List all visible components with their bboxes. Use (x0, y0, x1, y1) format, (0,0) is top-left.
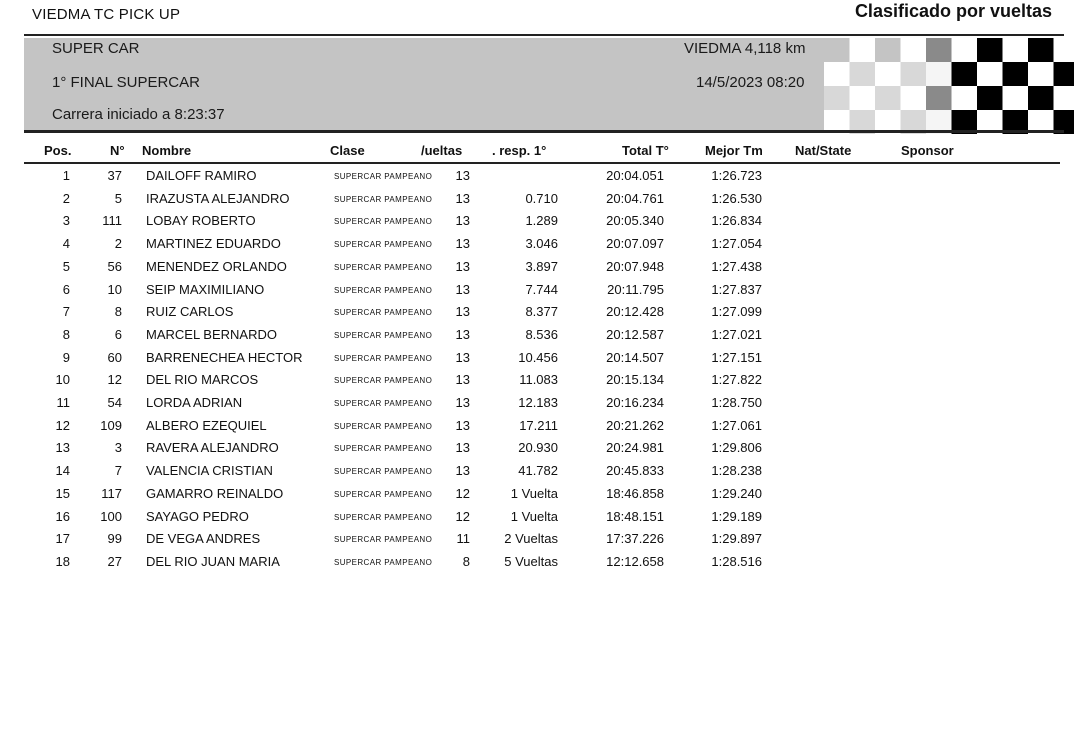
cell-class: SUPERCAR PAMPEANO (334, 376, 433, 386)
flag-square (824, 62, 850, 86)
flag-square (1054, 38, 1074, 62)
cell-best-lap: 1:26.530 (711, 190, 762, 206)
table-row (0, 531, 1074, 553)
cell-class: SUPERCAR PAMPEANO (334, 535, 433, 545)
table-row (0, 304, 1074, 326)
cell-total-time: 20:11.795 (607, 281, 664, 297)
cell-position: 15 (55, 485, 70, 501)
cell-gap-to-leader: 8.536 (525, 326, 558, 342)
table-row (0, 486, 1074, 508)
cell-gap-to-leader: 3.046 (525, 236, 558, 252)
cell-total-time: 18:46.858 (606, 485, 664, 501)
table-row (0, 259, 1074, 281)
col-laps: /ueltas (421, 143, 463, 158)
cell-car-number: 37 (107, 168, 122, 183)
cell-gap-to-leader: 5 Vueltas (504, 553, 558, 569)
flag-square (875, 62, 901, 86)
flag-square (1054, 62, 1074, 86)
table-row (0, 418, 1074, 440)
cell-position: 17 (55, 531, 70, 547)
cell-gap-to-leader: 7.744 (525, 281, 558, 297)
cell-driver-name: VALENCIA CRISTIAN (146, 463, 273, 479)
cell-best-lap: 1:28.516 (711, 553, 762, 569)
cell-class: SUPERCAR PAMPEANO (334, 421, 433, 431)
flag-square (824, 86, 850, 110)
flag-square (1028, 38, 1054, 62)
cell-position: 9 (62, 349, 70, 365)
flag-square (952, 86, 978, 110)
cell-laps: 13 (455, 258, 470, 274)
cell-driver-name: DEL RIO MARCOS (146, 372, 259, 388)
flag-square (901, 38, 927, 62)
cell-gap-to-leader: 20.930 (518, 440, 558, 456)
track-label: VIEDMA 4,118 km (684, 40, 806, 57)
cell-driver-name: RUIZ CARLOS (146, 304, 234, 320)
cell-class: SUPERCAR PAMPEANO (334, 194, 433, 204)
cell-gap-to-leader: 3.897 (525, 258, 558, 274)
flag-square (1003, 86, 1029, 110)
cell-car-number: 6 (114, 326, 122, 342)
cell-driver-name: BARRENECHEA HECTOR (146, 349, 303, 365)
table-row (0, 350, 1074, 372)
cell-class: SUPERCAR PAMPEANO (334, 353, 433, 363)
cell-class: SUPERCAR PAMPEANO (334, 467, 433, 477)
checkered-flag-icon (824, 38, 1064, 130)
cell-car-number: 117 (101, 485, 122, 501)
cell-car-number: 8 (114, 304, 122, 320)
cell-class: SUPERCAR PAMPEANO (334, 262, 433, 272)
col-sponsor: Sponsor (901, 143, 954, 158)
cell-best-lap: 1:28.238 (711, 463, 762, 479)
col-best: Mejor Tm (705, 143, 763, 158)
table-row (0, 440, 1074, 462)
flag-square (850, 38, 876, 62)
cell-best-lap: 1:26.723 (711, 168, 762, 183)
flag-square (901, 62, 927, 86)
cell-laps: 13 (455, 463, 470, 479)
cell-total-time: 20:12.587 (606, 326, 664, 342)
cell-gap-to-leader: 1 Vuelta (510, 508, 558, 524)
cell-laps: 8 (462, 553, 470, 569)
cell-laps: 13 (455, 349, 470, 365)
flag-square (1003, 38, 1029, 62)
flag-square (1028, 62, 1054, 86)
cell-best-lap: 1:29.240 (711, 485, 762, 501)
cell-class: SUPERCAR PAMPEANO (334, 557, 433, 567)
cell-laps: 13 (455, 168, 470, 183)
race-label: 1° FINAL SUPERCAR (52, 74, 200, 91)
cell-car-number: 7 (114, 463, 122, 479)
cell-class: SUPERCAR PAMPEANO (334, 240, 433, 250)
table-row (0, 191, 1074, 213)
cell-car-number: 5 (114, 190, 122, 206)
cell-best-lap: 1:27.021 (711, 326, 762, 342)
cell-driver-name: IRAZUSTA ALEJANDRO (146, 190, 290, 206)
cell-class: SUPERCAR PAMPEANO (334, 330, 433, 340)
cell-car-number: 54 (107, 395, 122, 410)
cell-position: 1 (62, 168, 70, 183)
table-row (0, 372, 1074, 394)
cell-position: 4 (62, 236, 70, 252)
cell-gap-to-leader: 2 Vueltas (504, 531, 558, 547)
cell-best-lap: 1:27.822 (711, 372, 762, 388)
flag-square (926, 86, 952, 110)
cell-gap-to-leader: 41.782 (518, 463, 558, 479)
cell-position: 12 (55, 417, 70, 433)
table-row (0, 509, 1074, 531)
cell-gap-to-leader: 1 Vuelta (510, 485, 558, 501)
cell-driver-name: SAYAGO PEDRO (146, 508, 249, 524)
start-time-label: Carrera iniciado a 8:23:37 (52, 106, 225, 123)
report-header (24, 0, 1064, 36)
cell-laps: 12 (455, 508, 470, 524)
flag-square (977, 62, 1003, 86)
flag-square (901, 86, 927, 110)
flag-square (875, 86, 901, 110)
cell-laps: 13 (455, 190, 470, 206)
table-row (0, 327, 1074, 349)
cell-laps: 13 (455, 395, 470, 410)
cell-driver-name: DAILOFF RAMIRO (146, 168, 257, 183)
cell-laps: 13 (455, 417, 470, 433)
cell-total-time: 20:07.097 (606, 236, 664, 252)
cell-driver-name: LOBAY ROBERTO (146, 213, 256, 229)
cell-position: 10 (55, 372, 70, 388)
cell-total-time: 20:14.507 (606, 349, 664, 365)
cell-total-time: 20:16.234 (606, 395, 664, 410)
cell-total-time: 20:07.948 (606, 258, 664, 274)
flag-square (1054, 86, 1074, 110)
table-row (0, 213, 1074, 235)
category-label: SUPER CAR (52, 40, 140, 57)
cell-position: 2 (62, 190, 70, 206)
cell-class: SUPERCAR PAMPEANO (334, 308, 433, 318)
cell-position: 3 (62, 213, 70, 229)
cell-car-number: 109 (100, 417, 122, 433)
cell-total-time: 18:48.151 (606, 508, 664, 524)
cell-laps: 13 (455, 372, 470, 388)
cell-car-number: 12 (107, 372, 122, 388)
cell-gap-to-leader: 1.289 (525, 213, 558, 229)
cell-position: 7 (62, 304, 70, 320)
cell-car-number: 60 (107, 349, 122, 365)
cell-best-lap: 1:29.189 (711, 508, 762, 524)
flag-square (850, 86, 876, 110)
cell-class: SUPERCAR PAMPEANO (334, 172, 433, 181)
cell-car-number: 56 (107, 258, 122, 274)
cell-class: SUPERCAR PAMPEANO (334, 489, 433, 499)
cell-total-time: 17:37.226 (606, 531, 664, 547)
cell-class: SUPERCAR PAMPEANO (334, 217, 433, 227)
cell-best-lap: 1:27.054 (711, 236, 762, 252)
cell-car-number: 10 (107, 281, 122, 297)
cell-class: SUPERCAR PAMPEANO (334, 512, 433, 522)
cell-gap-to-leader: 8.377 (525, 304, 558, 320)
cell-total-time: 20:04.051 (606, 168, 664, 183)
header-divider (24, 162, 1060, 164)
cell-laps: 13 (455, 236, 470, 252)
flag-square (977, 86, 1003, 110)
cell-total-time: 12:12.658 (606, 553, 664, 569)
cell-class: SUPERCAR PAMPEANO (334, 399, 433, 408)
cell-driver-name: LORDA ADRIAN (146, 395, 243, 410)
cell-driver-name: ALBERO EZEQUIEL (146, 417, 267, 433)
cell-laps: 13 (455, 326, 470, 342)
col-total: Total T° (622, 143, 669, 158)
cell-car-number: 27 (107, 553, 122, 569)
col-number: N° (110, 143, 125, 158)
cell-total-time: 20:21.262 (606, 417, 664, 433)
cell-driver-name: MARCEL BERNARDO (146, 326, 277, 342)
cell-position: 18 (55, 553, 70, 569)
cell-laps: 13 (455, 304, 470, 320)
cell-driver-name: MENENDEZ ORLANDO (146, 258, 287, 274)
cell-position: 13 (55, 440, 70, 456)
banner-divider (24, 130, 1064, 133)
table-row (0, 395, 1074, 417)
cell-car-number: 111 (102, 213, 122, 229)
cell-best-lap: 1:27.099 (711, 304, 762, 320)
cell-driver-name: DE VEGA ANDRES (146, 531, 261, 547)
table-row (0, 554, 1074, 576)
cell-position: 11 (56, 395, 70, 410)
cell-total-time: 20:45.833 (606, 463, 664, 479)
flag-square (850, 62, 876, 86)
cell-total-time: 20:15.134 (606, 372, 664, 388)
cell-class: SUPERCAR PAMPEANO (334, 444, 433, 454)
cell-best-lap: 1:28.750 (711, 395, 762, 410)
col-pos: Pos. (44, 143, 72, 158)
flag-square (875, 38, 901, 62)
flag-square (1003, 62, 1029, 86)
flag-square (1028, 86, 1054, 110)
cell-best-lap: 1:27.151 (711, 349, 762, 365)
cell-best-lap: 1:26.834 (711, 213, 762, 229)
cell-position: 5 (62, 258, 70, 274)
col-gap: . resp. 1° (492, 143, 547, 158)
cell-driver-name: GAMARRO REINALDO (146, 485, 284, 501)
cell-laps: 13 (455, 281, 470, 297)
cell-position: 14 (55, 463, 70, 479)
cell-car-number: 100 (100, 508, 122, 524)
cell-total-time: 20:05.340 (606, 213, 664, 229)
table-row (0, 168, 1074, 190)
flag-square (926, 62, 952, 86)
cell-class: SUPERCAR PAMPEANO (334, 285, 433, 295)
cell-laps: 12 (455, 485, 470, 501)
cell-driver-name: MARTINEZ EDUARDO (146, 236, 281, 252)
col-class: Clase (330, 143, 365, 158)
col-name: Nombre (142, 143, 192, 158)
cell-best-lap: 1:27.438 (711, 258, 762, 274)
table-row (0, 236, 1074, 258)
cell-position: 6 (62, 281, 70, 297)
cell-total-time: 20:04.761 (606, 190, 664, 206)
col-nat: Nat/State (795, 143, 852, 158)
cell-car-number: 99 (107, 531, 122, 547)
cell-laps: 11 (456, 531, 470, 547)
cell-best-lap: 1:27.061 (711, 417, 762, 433)
cell-car-number: 3 (114, 440, 122, 456)
cell-position: 16 (55, 508, 70, 524)
race-info-banner (24, 38, 1064, 130)
table-row (0, 282, 1074, 304)
flag-square (952, 38, 978, 62)
cell-total-time: 20:12.428 (606, 304, 664, 320)
cell-laps: 13 (455, 213, 470, 229)
cell-driver-name: DEL RIO JUAN MARIA (146, 553, 280, 569)
cell-gap-to-leader: 12.183 (518, 395, 558, 410)
flag-square (952, 62, 978, 86)
cell-gap-to-leader: 17.211 (519, 417, 558, 433)
cell-gap-to-leader: 11.083 (519, 372, 558, 388)
cell-driver-name: SEIP MAXIMILIANO (146, 281, 265, 297)
flag-square (926, 38, 952, 62)
datetime-label: 14/5/2023 08:20 (696, 74, 805, 91)
table-row (0, 463, 1074, 485)
cell-driver-name: RAVERA ALEJANDRO (146, 440, 279, 456)
cell-gap-to-leader: 10.456 (518, 349, 558, 365)
cell-best-lap: 1:29.806 (711, 440, 762, 456)
flag-square (824, 38, 850, 62)
cell-gap-to-leader: 0.710 (525, 190, 558, 206)
cell-best-lap: 1:29.897 (711, 531, 762, 547)
cell-best-lap: 1:27.837 (711, 281, 762, 297)
event-title: VIEDMA TC PICK UP (32, 6, 181, 23)
cell-total-time: 20:24.981 (606, 440, 664, 456)
cell-car-number: 2 (114, 236, 122, 252)
cell-position: 8 (62, 326, 70, 342)
flag-square (977, 38, 1003, 62)
cell-laps: 13 (455, 440, 470, 456)
report-type-title: Clasificado por vueltas (854, 1, 1052, 21)
